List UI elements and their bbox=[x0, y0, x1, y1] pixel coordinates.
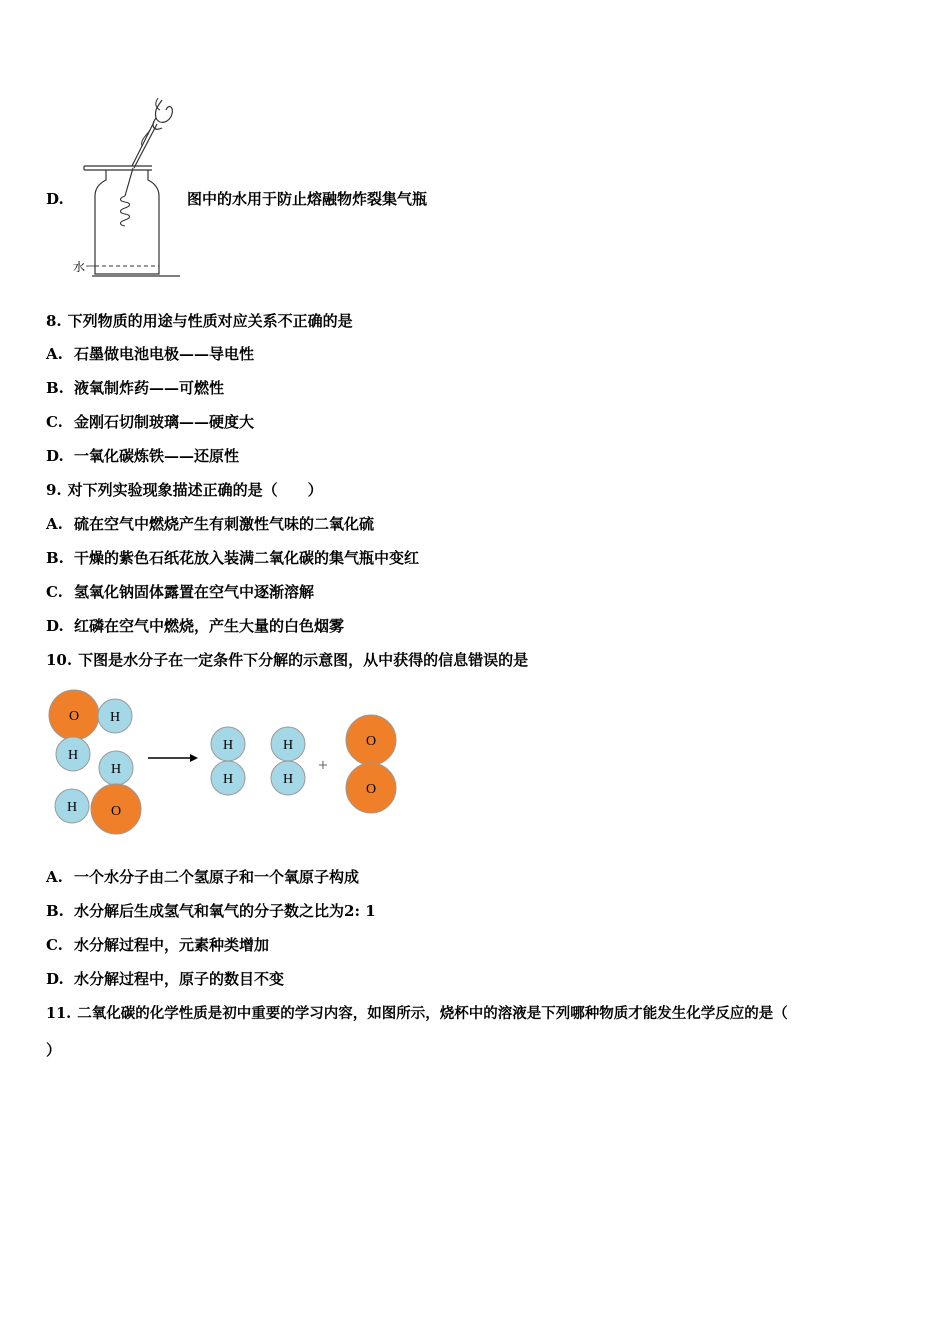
q7-option-d bbox=[46, 189, 74, 209]
option-letter: B. bbox=[46, 379, 64, 397]
hydrogen-symbol: H bbox=[110, 762, 122, 777]
hydrogen-symbol: H bbox=[282, 738, 294, 753]
q11-stem-end: ） bbox=[46, 1041, 62, 1059]
q8-option-b bbox=[46, 378, 224, 398]
option-text: 一个水分子由二个氢原子和一个氧原子构成 bbox=[74, 868, 360, 886]
q8-stem bbox=[46, 311, 353, 331]
oxygen-symbol: O bbox=[68, 709, 80, 724]
option-text: 干燥的紫色石纸花放入装满二氧化碳的集气瓶中变红 bbox=[74, 549, 420, 567]
option-text: 石墨做电池电极——导电性 bbox=[74, 345, 255, 363]
water-label: 水 bbox=[73, 260, 86, 274]
option-letter: B. bbox=[46, 549, 64, 567]
q9-option-b bbox=[46, 548, 419, 568]
q11-stem bbox=[46, 1004, 788, 1024]
q9-option-c bbox=[46, 582, 314, 602]
oxygen-symbol: O bbox=[365, 734, 377, 749]
question-number: 9. bbox=[46, 481, 62, 499]
q8-option-d bbox=[46, 446, 239, 466]
question-number: 8. bbox=[46, 312, 62, 330]
question-stem: 下图是水分子在一定条件下分解的示意图，从中获得的信息错误的是 bbox=[78, 651, 529, 669]
q7-option-d-text: 图中的水用于防止熔融物炸裂集气瓶 bbox=[187, 190, 428, 208]
q10-option-d bbox=[46, 969, 284, 989]
option-letter: A. bbox=[46, 345, 63, 363]
q9-option-d bbox=[46, 616, 344, 636]
option-text: 水分解过程中，原子的数目不变 bbox=[74, 970, 285, 988]
option-text: 一氧化碳炼铁——还原性 bbox=[74, 447, 240, 465]
option-letter: D. bbox=[46, 617, 64, 635]
option-text: 水分解过程中，元素种类增加 bbox=[74, 936, 270, 954]
water-decomposition-diagram bbox=[40, 682, 410, 842]
hydrogen-symbol: H bbox=[66, 800, 78, 815]
option-text: 硫在空气中燃烧产生有刺激性气味的二氧化硫 bbox=[74, 515, 375, 533]
option-letter: D. bbox=[46, 447, 64, 465]
question-stem: 对下列实验现象描述正确的是（ ） bbox=[67, 481, 323, 499]
question-number: 11. bbox=[46, 1005, 72, 1022]
q10-option-a bbox=[46, 867, 359, 887]
hydrogen-symbol: H bbox=[67, 748, 79, 763]
option-letter: D. bbox=[46, 970, 64, 988]
option-text: 红磷在空气中燃烧，产生大量的白色烟雾 bbox=[74, 617, 345, 635]
q9-option-a bbox=[46, 514, 374, 534]
hydrogen-symbol: H bbox=[109, 710, 121, 725]
hydrogen-symbol: H bbox=[222, 772, 234, 787]
question-number: 10. bbox=[46, 651, 73, 669]
q8-option-a bbox=[46, 344, 254, 364]
option-text: 液氧制炸药——可燃性 bbox=[74, 379, 225, 397]
option-letter: C. bbox=[46, 413, 63, 431]
option-letter: A. bbox=[46, 868, 63, 886]
option-text: 金刚石切制玻璃——硬度大 bbox=[74, 413, 255, 431]
q10-option-c bbox=[46, 935, 269, 955]
oxygen-symbol: O bbox=[365, 782, 377, 797]
option-text: 水分解后生成氢气和氧气的分子数之比为2: 1 bbox=[74, 902, 376, 920]
reaction-arrowhead bbox=[190, 754, 198, 762]
question-stem: 二氧化碳的化学性质是初中重要的学习内容，如图所示，烧杯中的溶液是下列哪种物质才能发生化学反应的是（ bbox=[77, 1005, 788, 1022]
q10-stem bbox=[46, 650, 528, 670]
option-letter: C. bbox=[46, 583, 63, 601]
hydrogen-symbol: H bbox=[282, 772, 294, 787]
oxygen-symbol: O bbox=[110, 804, 122, 819]
plus-sign: + bbox=[317, 758, 329, 773]
option-letter: A. bbox=[46, 515, 63, 533]
hydrogen-symbol: H bbox=[222, 738, 234, 753]
option-letter: B. bbox=[46, 902, 64, 920]
q10-option-b bbox=[46, 901, 376, 921]
q8-option-c bbox=[46, 412, 254, 432]
option-letter: D. bbox=[46, 190, 64, 208]
question-stem: 下列物质的用途与性质对应关系不正确的是 bbox=[67, 312, 353, 330]
gas-jar-iron-wire-figure bbox=[70, 96, 190, 282]
q9-stem bbox=[46, 480, 323, 500]
option-letter: C. bbox=[46, 936, 63, 954]
option-text: 氢氧化钠固体露置在空气中逐渐溶解 bbox=[74, 583, 315, 601]
